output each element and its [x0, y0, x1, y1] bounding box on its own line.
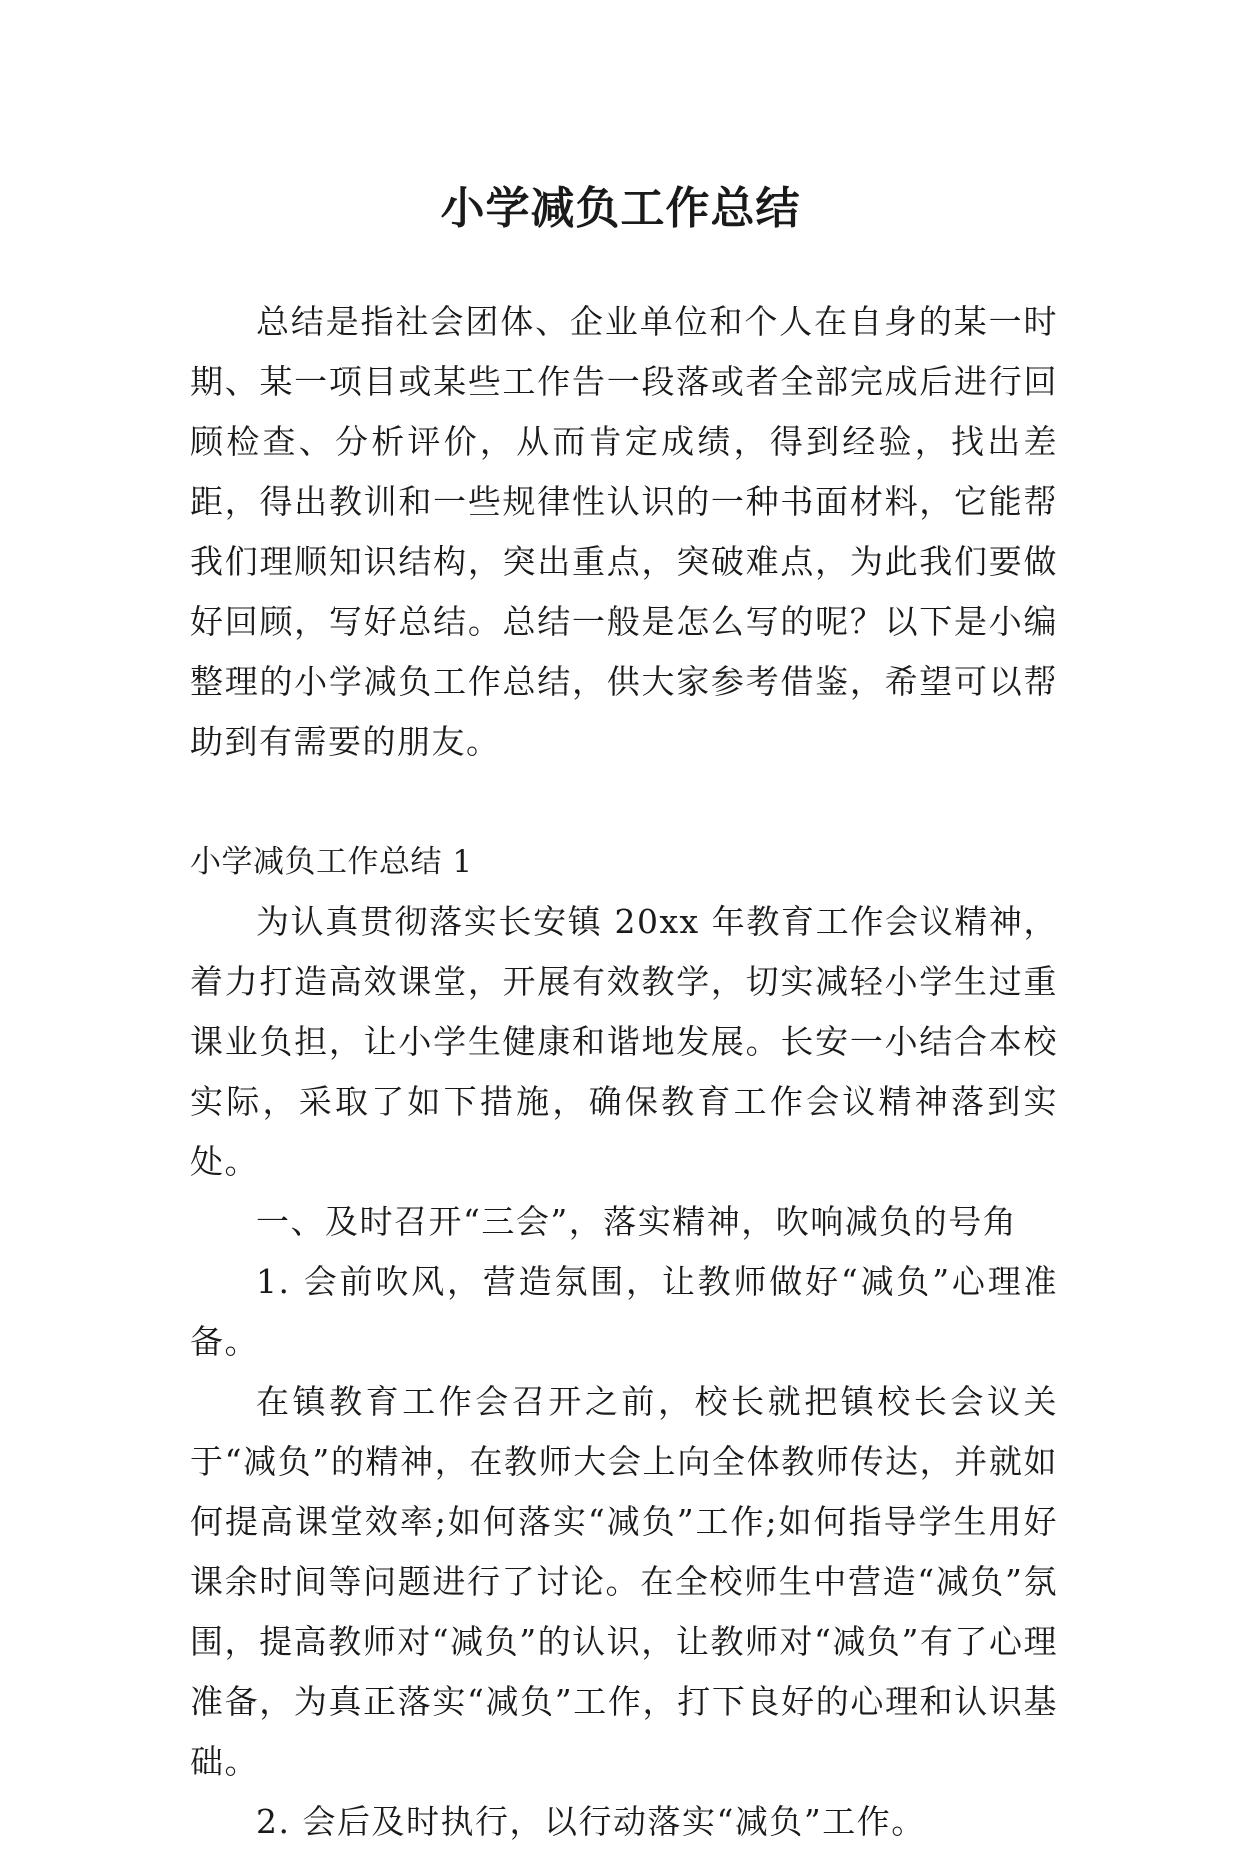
section-title: 小学减负工作总结 1 [190, 844, 473, 880]
heading-paragraph: 一、及时召开“三会”，落实精神，吹响减负的号角 [256, 1202, 1018, 1241]
document-body [190, 292, 1058, 1852]
subheading-paragraph: 2. 会后及时执行，以行动落实“减负”工作。 [256, 1802, 926, 1841]
paragraph-gap [190, 772, 1058, 832]
body-paragraph: 在镇教育工作会召开之前，校长就把镇校长会议关于“减负”的精神，在教师大会上向全体教师传达，并就如何提高课堂效率;如何落实“减负”工作;如何指导学生用好课余时间等问题进行了讨论。在全校师生中营造“减负”氛围，提高教师对“减负”的认识，让教师对“减负”有了心理准备，为真正落实“减负”工作，打下良好的心理和认识基础。 [190, 1382, 1058, 1781]
document-title: 小学减负工作总结 [440, 183, 801, 235]
intro-paragraph: 总结是指社会团体、企业单位和个人在自身的某一时期、某一项目或某些工作告一段落或者全部完成后进行回顾检查、分析评价，从而肯定成绩，得到经验，找出差距，得出教训和一些规律性认识的一种书面材料，它能帮我们理顺知识结构，突出重点，突破难点，为此我们要做好回顾，写好总结。总结一般是怎么写的呢？以下是小编整理的小学减负工作总结，供大家参考借鉴，希望可以帮助到有需要的朋友。 [190, 302, 1058, 761]
body-paragraph: 为认真贯彻落实长安镇 20xx 年教育工作会议精神，着力打造高效课堂，开展有效教学，切实减轻小学生过重课业负担，让小学生健康和谐地发展。长安一小结合本校实际，采取了如下措施，确保教育工作会议精神落到实处。 [190, 902, 1058, 1181]
subheading-paragraph: 1. 会前吹风，营造氛围，让教师做好“减负”心理准备。 [190, 1262, 1058, 1361]
